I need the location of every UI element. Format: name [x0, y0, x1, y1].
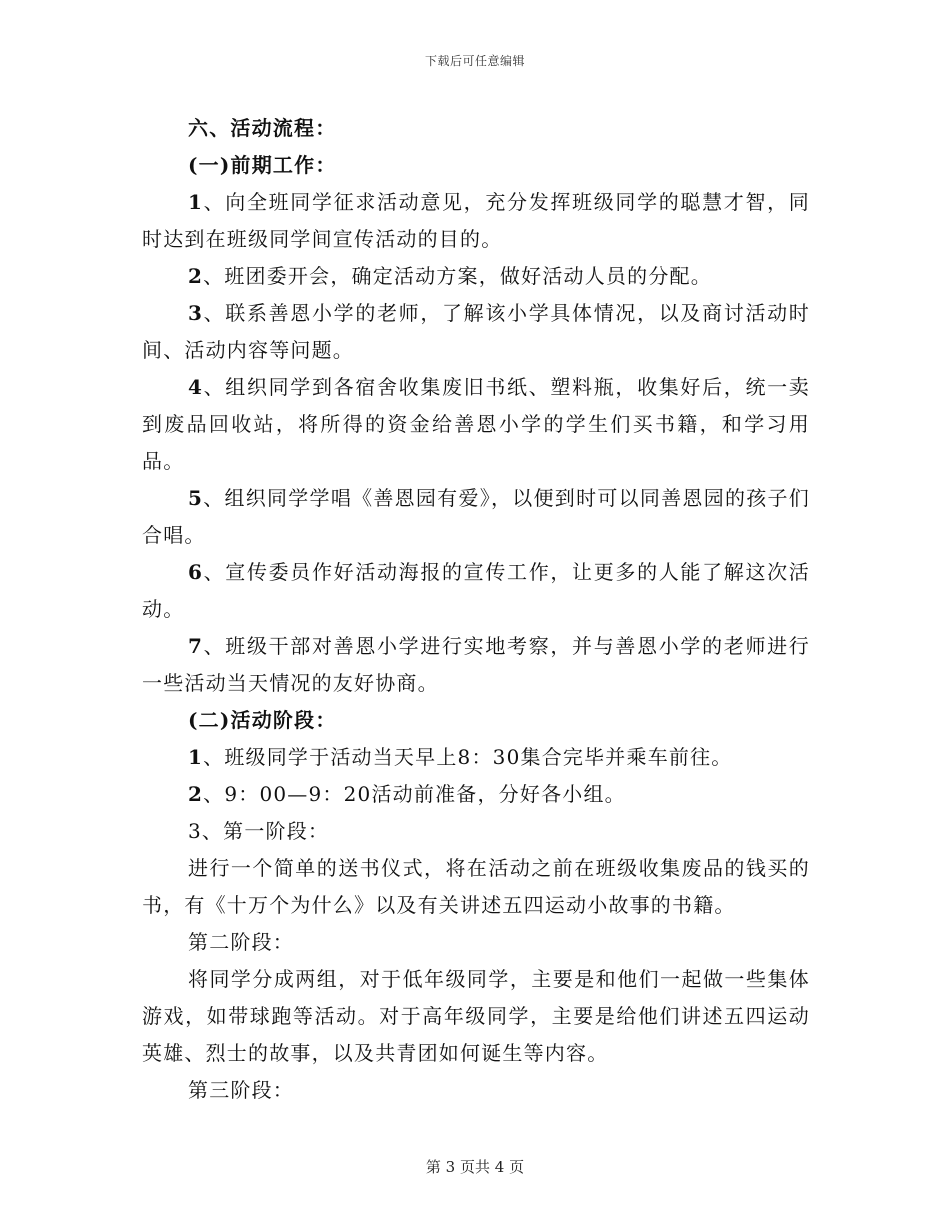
- item-text: 、班级同学于活动当天早上8：30集合完毕并乘车前往。: [203, 745, 733, 769]
- list-item: [142, 369, 810, 480]
- item-number: 4: [188, 375, 204, 399]
- list-item: [142, 554, 810, 628]
- part2-title: (二)活动阶段：: [188, 708, 337, 732]
- document-body: [142, 110, 810, 1109]
- item-text: 、向全班同学征求活动意见，充分发挥班级同学的聪慧才智，同时达到在班级同学间宣传活动的目的。: [142, 190, 810, 251]
- item-text: 、班团委开会，确定活动方案，做好活动人员的分配。: [203, 264, 712, 288]
- item-number: 3: [188, 301, 204, 325]
- stage3-title: 第三阶段：: [188, 1078, 294, 1102]
- section-title: 六、活动流程：: [188, 116, 337, 140]
- item-number: 6: [188, 560, 204, 584]
- item-number: 1: [188, 745, 204, 769]
- item-number: 5: [188, 486, 204, 510]
- list-item: [142, 184, 810, 258]
- item-text: 3、第一阶段：: [188, 819, 330, 843]
- item-text: 、班级干部对善恩小学进行实地考察，并与善恩小学的老师进行一些活动当天情况的友好协商。: [142, 634, 810, 695]
- item-number: 2: [188, 264, 204, 288]
- list-item: [142, 739, 810, 776]
- part1-title: (一)前期工作：: [188, 153, 337, 177]
- item-text: 、宣传委员作好活动海报的宣传工作，让更多的人能了解这次活动。: [142, 560, 810, 621]
- item-text: 、组织同学学唱《善恩园有爱》，以便到时可以同善恩园的孩子们合唱。: [142, 486, 810, 547]
- list-item: [142, 258, 810, 295]
- stage1-paragraph: 进行一个简单的送书仪式，将在活动之前在班级收集废品的钱买的书，有《十万个为什么》以及有关讲述五四运动小故事的书籍。: [142, 856, 810, 917]
- list-item: [142, 295, 810, 369]
- item-text: 、联系善恩小学的老师，了解该小学具体情况，以及商讨活动时间、活动内容等问题。: [142, 301, 810, 362]
- list-item: [142, 628, 810, 702]
- item-number: 7: [188, 634, 204, 658]
- list-item: [142, 813, 810, 850]
- page-footer: 第 3 页共 4 页: [425, 1158, 525, 1176]
- item-text: 、组织同学到各宿舍收集废旧书纸、塑料瓶，收集好后，统一卖到废品回收站，将所得的资金给善恩小学的学生们买书籍，和学习用品。: [142, 375, 810, 473]
- list-item: [142, 480, 810, 554]
- item-number: 1: [188, 190, 204, 214]
- item-number: 2: [188, 782, 204, 806]
- stage2-title: 第二阶段：: [188, 930, 294, 954]
- item-text: 、9：00—9：20活动前准备，分好各小组。: [203, 782, 626, 806]
- list-item: [142, 776, 810, 813]
- stage2-paragraph: 将同学分成两组，对于低年级同学，主要是和他们一起做一些集体游戏，如带球跑等活动。对于高年级同学，主要是给他们讲述五四运动英雄、烈士的故事，以及共青团如何诞生等内容。: [142, 967, 810, 1065]
- page-header: 下载后可任意编辑: [424, 54, 525, 68]
